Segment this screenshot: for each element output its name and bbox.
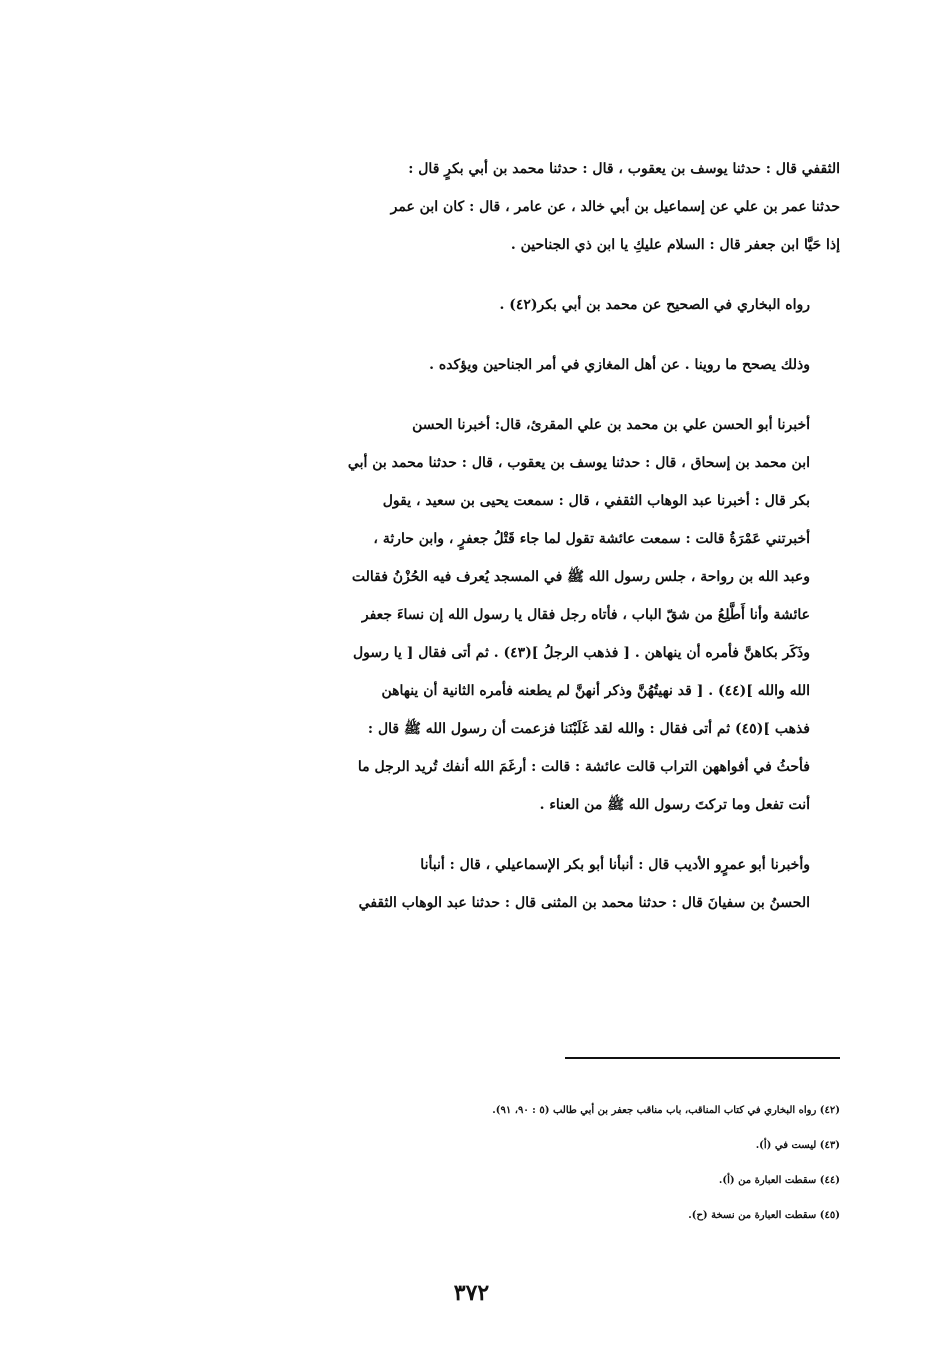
text-line: الثقفي قال : حدثنا يوسف بن يعقوب ، قال : حدثنا محمد بن أبي بكرٍ قال :: [408, 161, 840, 177]
text-line: وعبد الله بن رواحة ، جلس رسول الله ﷺ في المسجد يُعرف فيه الحُزْنُ فقالت: [351, 569, 810, 585]
text-line: حدثنا عمر بن علي عن إسماعيل بن أبي خالد ، عن عامر ، قال : كان ابن عمر: [390, 199, 840, 215]
text-line: إذا حَيَّا ابن جعفر قال : السلام عليكِ يا ابن ذي الجناحين .: [510, 237, 840, 253]
paragraph-4: [108, 406, 840, 824]
page-number: ٣٧٢: [453, 1280, 490, 1306]
footnote-divider: [565, 1057, 840, 1059]
footnote-42: (٤٢) رواه البخاري في كتاب المناقب، باب مناقب جعفر بن أبي طالب (٥ : ٩٠، ٩١).: [492, 1105, 840, 1116]
main-text: [108, 150, 840, 922]
text-line: أنت تفعل وما تركتَ رسول الله ﷺ من العناء .: [539, 797, 810, 813]
text-line: وأخبرنا أبو عمرٍو الأديب قال : أنبأنا أبو بكر الإسماعيلي ، قال : أنبأنا: [420, 857, 810, 873]
paragraph-1: [108, 150, 840, 264]
text-line: أخبرنا أبو الحسن علي بن محمد بن علي المقرئ، قال: أخبرنا الحسن: [412, 417, 810, 433]
text-line: فذهب ](٤٥) ثم أتى فقال : والله لقد غَلَبْنَنا فزعمت أن رسول الله ﷺ قال :: [367, 721, 810, 737]
footnote-43: (٤٣) ليست في (أ).: [755, 1140, 840, 1151]
text-line: رواه البخاري في الصحيح عن محمد بن أبي بكر(٤٢) .: [499, 297, 810, 313]
footnotes: [108, 1093, 840, 1233]
footnote-45: (٤٥) سقطت العبارة من نسخة (ح).: [688, 1210, 840, 1221]
text-line: بكر قال : أخبرنا عبد الوهاب الثقفي ، قال : سمعت يحيى بن سعيد ، يقول: [382, 493, 810, 509]
text-line: الحسنُ بن سفيانَ قال : حدثنا محمد بن المثنى قال : حدثنا عبد الوهاب الثقفي: [358, 895, 810, 911]
text-line: وذَكَر بكاهنَّ فأمره أن ينهاهن . [ فذهب الرجلُ ](٤٣) . ثم أتى فقال [ يا رسول: [352, 645, 810, 661]
text-line: ابن محمد بن إسحاق ، قال : حدثنا يوسف بن يعقوب ، قال : حدثنا محمد بن أبي: [347, 455, 810, 471]
text-line: وذلك يصحح ما روينا . عن أهل المغازي في أمر الجناحين ويؤكده .: [429, 357, 810, 373]
paragraph-5: [108, 846, 840, 922]
text-line: أخبرتني عَمْرَةُ قالت : سمعت عائشة تقول لما جاء قَتْلُ جعفرٍ ، وابن حارثة ،: [373, 531, 810, 547]
footnote-44: (٤٤) سقطت العبارة من (أ).: [718, 1175, 840, 1186]
text-line: عائشة وأنا أَطَّلِعُ من شقّ الباب ، فأتاه رجل فقال يا رسول الله إن نساءَ جعفر: [361, 607, 810, 623]
paragraph-3: [108, 346, 840, 384]
paragraph-2: [108, 286, 840, 324]
text-line: فأحثُ في أفواههن التراب قالت عائشة : قالت : أرغَمَ الله أنفك تُريد الرجل ما: [357, 759, 810, 775]
text-line: الله والله ](٤٤) . [ قد نهيتُهُنَّ وذكر أنهنَّ لم يطعنه فأمره الثانية أن ينهاهن: [381, 683, 810, 699]
